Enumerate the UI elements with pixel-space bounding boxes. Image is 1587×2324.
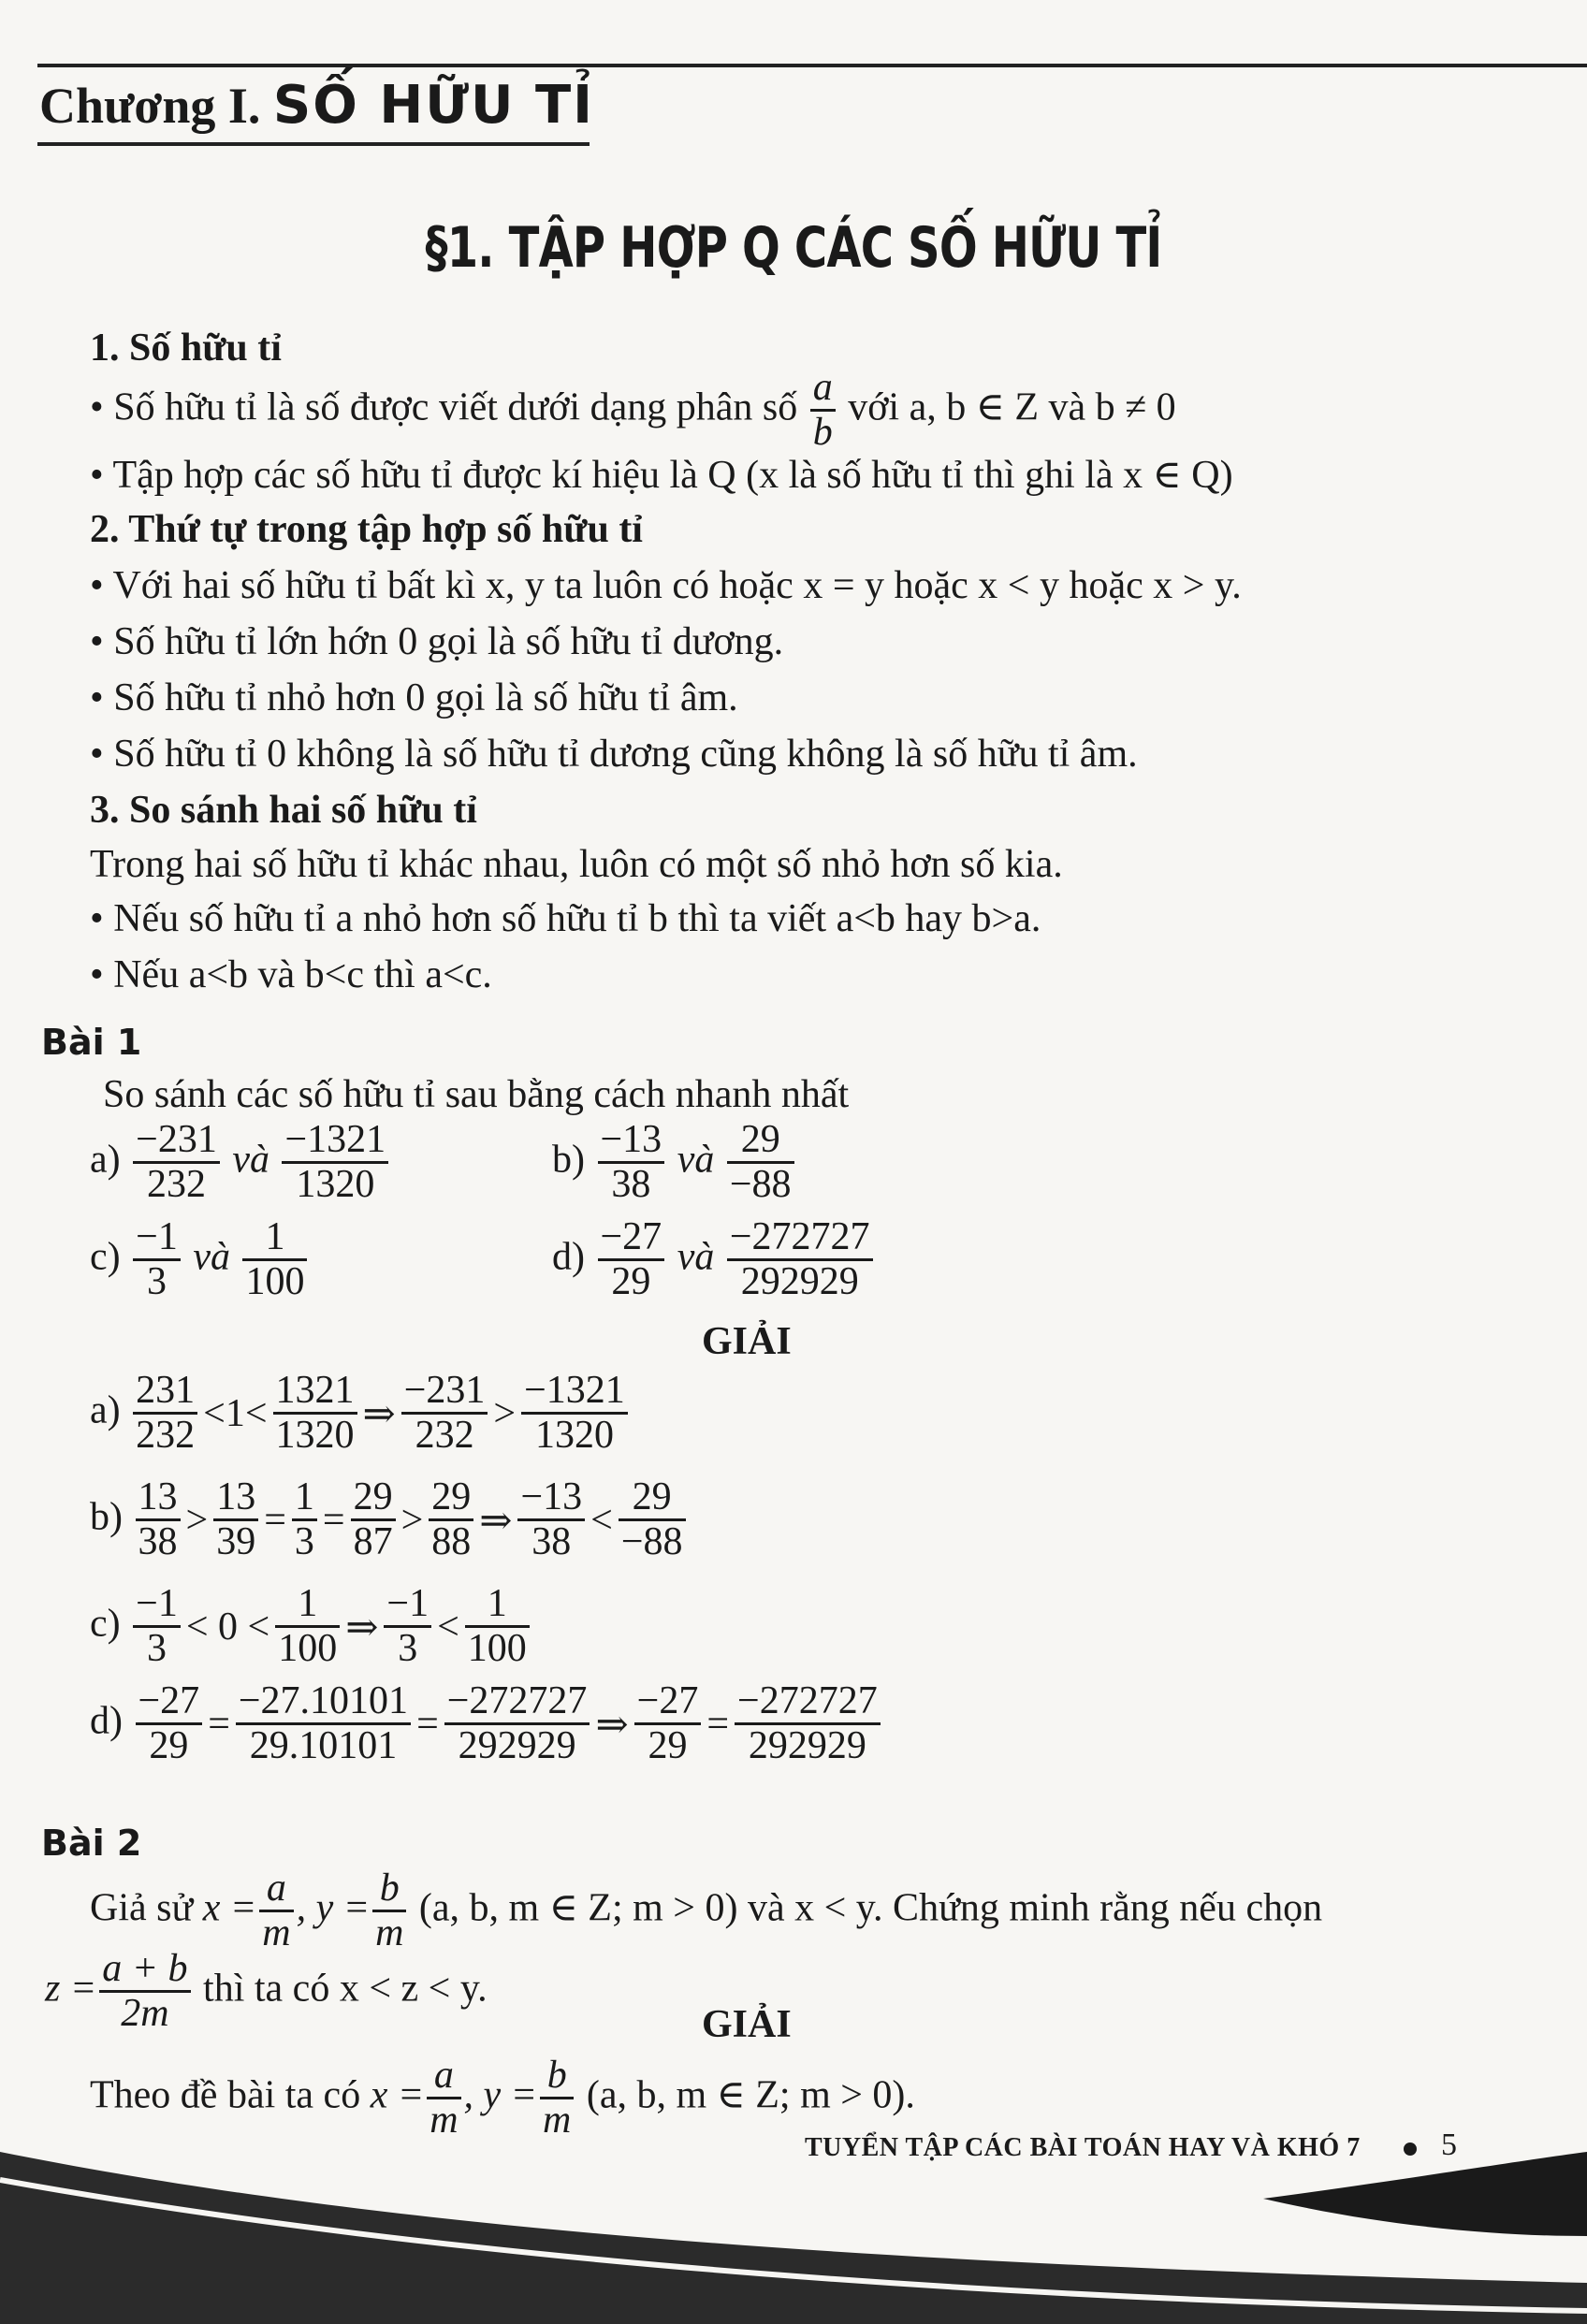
heading-2: 2. Thứ tự trong tập hợp số hữu tỉ (90, 508, 643, 551)
fraction: $\frac{-1}{3}$ (133, 1216, 181, 1304)
exercise-1-label: Bài 1 (41, 1022, 142, 1063)
solution-d: d) $\frac{-27}{29}$ = $\frac{-27.10101}{29.10101}$ = $\frac{-272727}{292929}$ ⇒ $\frac{-27}{29}$ = $\frac{-272727}{292929}$ (90, 1680, 883, 1768)
exercise-2-z-def: z = $\frac{a + b}{2m}$ thì ta có x < z < y. (45, 1947, 488, 2036)
fraction: $\frac{-231}{232}$ (133, 1119, 220, 1207)
fraction: $\frac{-1321}{1320}$ (282, 1119, 388, 1207)
bullet-1-2: • Tập hợp các số hữu tỉ được kí hiệu là Q (x là số hữu tỉ thì ghi là x ∈ Q) (90, 454, 1233, 497)
exercise-2-solution-start: Theo đề bài ta có x = $\frac{a}{m}$ , y = $\frac{b}{m}$ (a, b, m ∈ Z; m > 0). (90, 2054, 915, 2142)
paragraph-3: Trong hai số hữu tỉ khác nhau, luôn có một số nhỏ hơn số kia. (90, 843, 1063, 886)
problem-b: b) $\frac{-13}{38}$ và $\frac{29}{-88}$ (552, 1119, 797, 1207)
page-number: 5 (1441, 2128, 1457, 2162)
problem-a: a) $\frac{-231}{232}$ và $\frac{-1321}{1320}$ (90, 1119, 391, 1207)
bullet-3-2: • Nếu a<b và b<c thì a<c. (90, 953, 492, 996)
exercise-2-statement: Giả sử x = $\frac{a}{m}$ , y = $\frac{b}{m}$ (a, b, m ∈ Z; m > 0) và x < y. Chứng minh rằng nếu chọn (90, 1866, 1323, 1955)
solution-c: c) $\frac{-1}{3}$ < 0 < $\frac{1}{100}$ ⇒ $\frac{-1}{3}$ < $\frac{1}{100}$ (90, 1583, 532, 1671)
bullet-3-1: • Nếu số hữu tỉ a nhỏ hơn số hữu tỉ b thì ta viết a<b hay b>a. (90, 897, 1041, 940)
solution-label-2: GIẢI (702, 2003, 792, 2046)
fraction: $\frac{-27}{29}$ (598, 1216, 665, 1304)
solution-label-1: GIẢI (702, 1320, 792, 1363)
problem-c: c) $\frac{-1}{3}$ và $\frac{1}{100}$ (90, 1216, 310, 1304)
header-rule (37, 64, 1587, 67)
solution-a: a) $\frac{231}{232}$ <1< $\frac{1321}{1320}$ ⇒ $\frac{-231}{232}$ > $\frac{-1321}{1320}$ (90, 1370, 631, 1458)
section-title: §1. TẬP HỢP Q CÁC SỐ HỮU TỈ (425, 215, 1162, 281)
fraction: $\frac{-272727}{292929}$ (727, 1216, 873, 1304)
bullet-2-1: • Với hai số hữu tỉ bất kì x, y ta luôn có hoặc x = y hoặc x < y hoặc x > y. (90, 564, 1242, 607)
exercise-1-prompt: So sánh các số hữu tỉ sau bằng cách nhanh nhất (103, 1073, 850, 1116)
heading-3: 3. So sánh hai số hữu tỉ (90, 789, 477, 832)
bullet-2-4: • Số hữu tỉ 0 không là số hữu tỉ dương cũng không là số hữu tỉ âm. (90, 733, 1138, 776)
bullet-2-3: • Số hữu tỉ nhỏ hơn 0 gọi là số hữu tỉ âm. (90, 676, 738, 719)
exercise-2-label: Bài 2 (41, 1823, 142, 1864)
footer-dot (1404, 2142, 1417, 2156)
chapter-underline (37, 142, 590, 146)
problem-d: d) $\frac{-27}{29}$ và $\frac{-272727}{292929}$ (552, 1216, 876, 1304)
fraction: $\frac{29}{-88}$ (727, 1119, 794, 1207)
fraction-a-b: $\frac{a}{b}$ (810, 367, 836, 455)
fraction: $\frac{-13}{38}$ (598, 1119, 665, 1207)
fraction: $\frac{1}{100}$ (242, 1216, 307, 1304)
bullet-2-2: • Số hữu tỉ lớn hớn 0 gọi là số hữu tỉ dương. (90, 620, 784, 663)
heading-1: 1. Số hữu tỉ (90, 327, 282, 370)
chapter-heading: Chương I. SỐ HỮU TỈ (39, 75, 594, 136)
solution-b: b) $\frac{13}{38}$ > $\frac{13}{39}$ = $\frac{1}{3}$ = $\frac{29}{87}$ > $\frac{29}{88}$ ⇒ $\frac{-13}{38}$ < $\frac{29}{-88}$ (90, 1476, 689, 1564)
footer-book-title: TUYỂN TẬP CÁC BÀI TOÁN HAY VÀ KHÓ 7 (805, 2133, 1361, 2162)
bullet-1-1: • Số hữu tỉ là số được viết dưới dạng phân số $\frac{a}{b}$ với a, b ∈ Z và b ≠ 0 (90, 366, 1176, 455)
